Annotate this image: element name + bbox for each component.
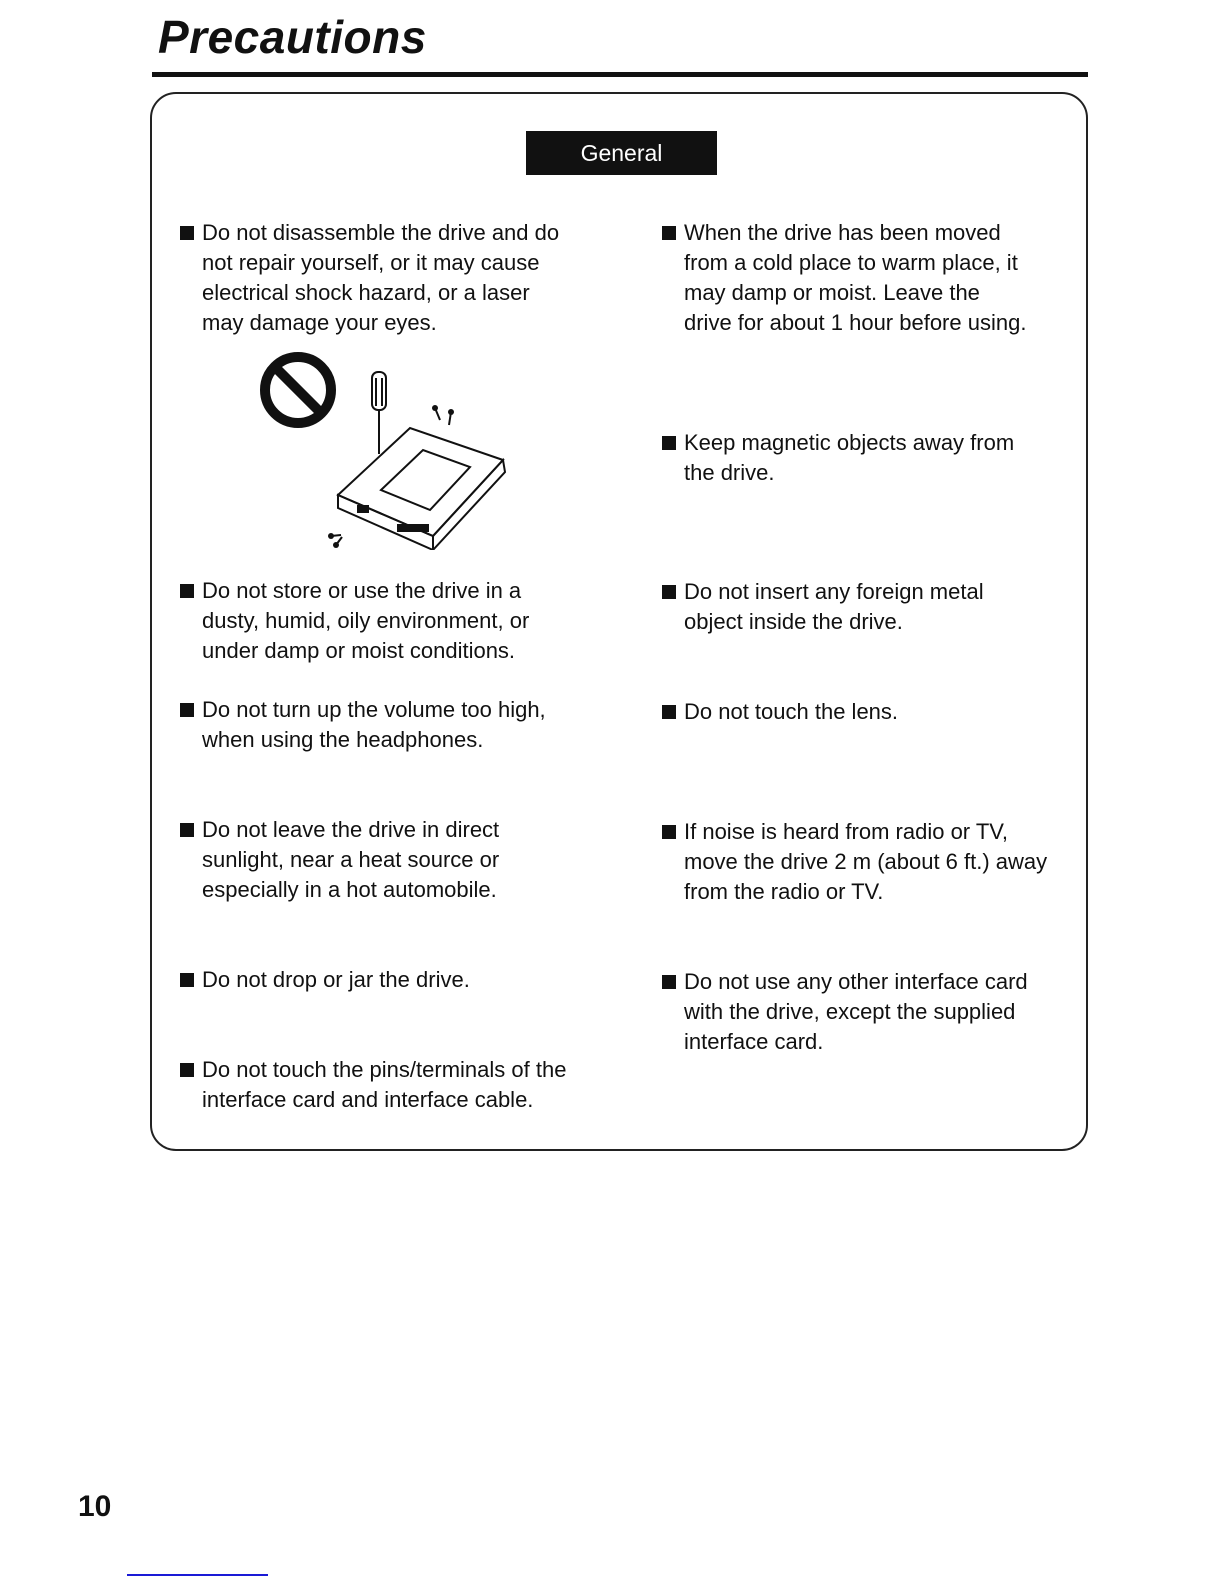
square-bullet-icon <box>180 226 194 240</box>
text-line: may damp or moist. Leave the <box>684 280 980 305</box>
precaution-text <box>684 218 1026 338</box>
text-line: dusty, humid, oily environment, or <box>202 608 530 633</box>
text-line: under damp or moist conditions. <box>202 638 516 663</box>
text-line: Keep magnetic objects away from <box>684 430 1015 455</box>
text-line: Do not drop or jar the drive. <box>202 967 470 992</box>
text-line: If noise is heard from radio or TV, <box>684 819 1009 844</box>
square-bullet-icon <box>180 973 194 987</box>
section-badge-general: General <box>526 131 717 175</box>
title-rule <box>152 72 1088 77</box>
text-line: object inside the drive. <box>684 609 903 634</box>
page-number: 10 <box>78 1490 112 1523</box>
precaution-text <box>202 965 470 995</box>
square-bullet-icon <box>662 825 676 839</box>
square-bullet-icon <box>662 705 676 719</box>
text-line: when using the headphones. <box>202 727 484 752</box>
text-line: the drive. <box>684 460 775 485</box>
square-bullet-icon <box>662 226 676 240</box>
text-line: Do not touch the pins/terminals of the <box>202 1057 567 1082</box>
precaution-text <box>684 817 1047 907</box>
text-line: interface card and interface cable. <box>202 1087 534 1112</box>
text-line: Do not use any other interface card <box>684 969 1028 994</box>
text-line: Do not turn up the volume too high, <box>202 697 546 722</box>
square-bullet-icon <box>180 703 194 717</box>
square-bullet-icon <box>180 823 194 837</box>
precaution-text <box>202 218 559 338</box>
drive-icon <box>338 428 505 550</box>
text-line: from a cold place to warm place, it <box>684 250 1018 275</box>
square-bullet-icon <box>180 1063 194 1077</box>
text-line: electrical shock hazard, or a laser <box>202 280 530 305</box>
text-line: not repair yourself, or it may cause <box>202 250 540 275</box>
link-underline[interactable] <box>127 1574 268 1576</box>
square-bullet-icon <box>662 975 676 989</box>
text-line: Do not store or use the drive in a <box>202 578 522 603</box>
page-title: Precautions <box>158 11 427 63</box>
prohibition-icon <box>265 357 331 423</box>
text-line: Do not disassemble the drive and do <box>202 220 560 245</box>
text-line: especially in a hot automobile. <box>202 877 497 902</box>
precaution-text <box>684 967 1028 1057</box>
precaution-text <box>684 577 984 637</box>
text-line: When the drive has been moved <box>684 220 1001 245</box>
text-line: Do not touch the lens. <box>684 699 899 724</box>
precaution-text <box>202 815 499 905</box>
screwdriver-icon <box>372 372 386 454</box>
precaution-text <box>202 695 546 755</box>
precaution-text <box>684 697 898 727</box>
precaution-text <box>202 1055 566 1115</box>
text-line: Do not insert any foreign metal <box>684 579 984 604</box>
text-line: move the drive 2 m (about 6 ft.) away <box>684 849 1048 874</box>
text-line: sunlight, near a heat source or <box>202 847 500 872</box>
square-bullet-icon <box>180 584 194 598</box>
screw-icon <box>328 405 454 548</box>
text-line: drive for about 1 hour before using. <box>684 310 1027 335</box>
text-line: Do not leave the drive in direct <box>202 817 500 842</box>
text-line: interface card. <box>684 1029 824 1054</box>
square-bullet-icon <box>662 436 676 450</box>
text-line: with the drive, except the supplied <box>684 999 1016 1024</box>
precaution-text <box>202 576 529 666</box>
square-bullet-icon <box>662 585 676 599</box>
text-line: may damage your eyes. <box>202 310 437 335</box>
no-disassembly-illustration <box>258 340 518 550</box>
precaution-text <box>684 428 1014 488</box>
text-line: from the radio or TV. <box>684 879 884 904</box>
